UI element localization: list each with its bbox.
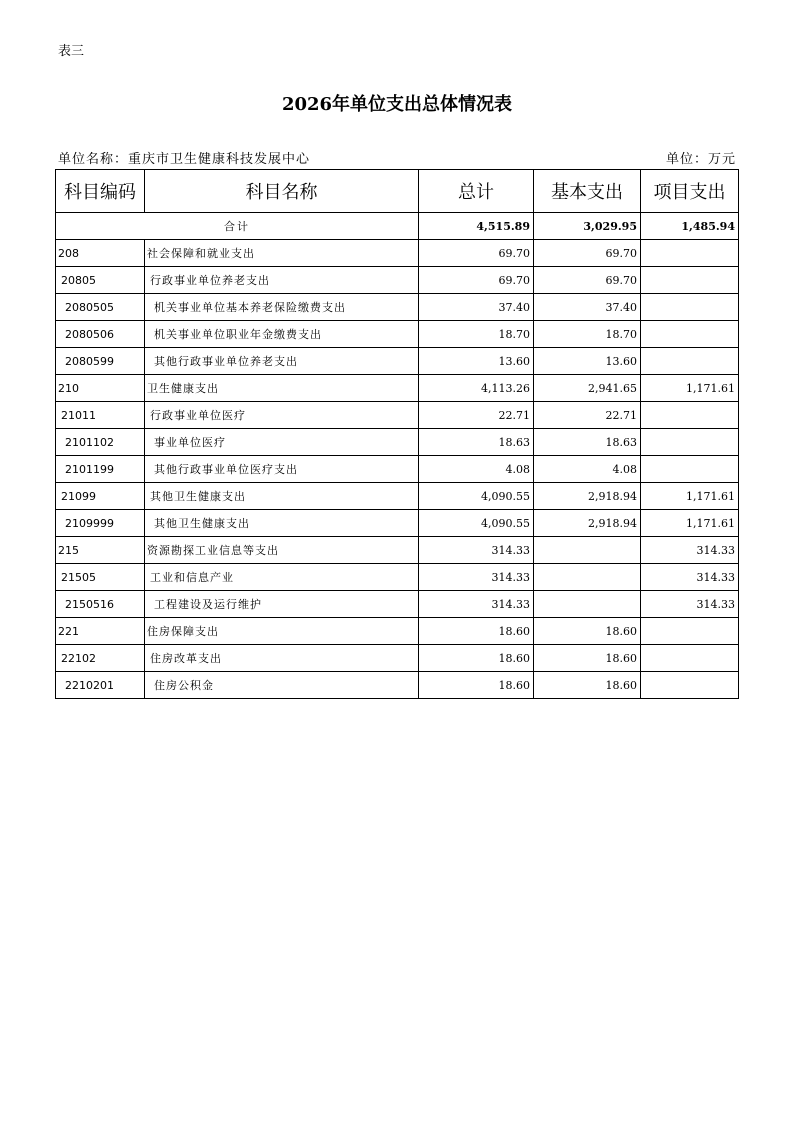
- header-project: 项目支出: [641, 170, 739, 213]
- row-total: 69.70: [419, 267, 534, 294]
- table-row: [56, 510, 739, 537]
- table-row: [56, 483, 739, 510]
- unit-name-label: 单位名称：重庆市卫生健康科技发展中心: [58, 152, 311, 167]
- row-name: 住房公积金: [145, 672, 419, 699]
- table-row: [56, 564, 739, 591]
- table-row: [56, 672, 739, 699]
- table-row: [56, 591, 739, 618]
- row-total: 37.40: [419, 294, 534, 321]
- row-code: 2080505: [56, 294, 145, 321]
- meta-row: [58, 148, 736, 167]
- total-project-amount: 1,485.94: [641, 213, 739, 240]
- row-project: 314.33: [641, 537, 739, 564]
- row-basic: 69.70: [534, 267, 641, 294]
- row-code: 21011: [56, 402, 145, 429]
- row-project: [641, 321, 739, 348]
- row-project: 314.33: [641, 591, 739, 618]
- row-total: 22.71: [419, 402, 534, 429]
- row-total: 18.70: [419, 321, 534, 348]
- row-total: 13.60: [419, 348, 534, 375]
- row-name: 其他行政事业单位医疗支出: [145, 456, 419, 483]
- table-row: [56, 429, 739, 456]
- row-name: 事业单位医疗: [145, 429, 419, 456]
- total-row: [56, 213, 739, 240]
- row-basic: [534, 537, 641, 564]
- row-project: [641, 267, 739, 294]
- header-code: 科目编码: [56, 170, 145, 213]
- row-basic: 13.60: [534, 348, 641, 375]
- row-project: [641, 645, 739, 672]
- table-row: [56, 645, 739, 672]
- row-project: [641, 672, 739, 699]
- row-basic: 2,918.94: [534, 483, 641, 510]
- row-total: 4,090.55: [419, 510, 534, 537]
- table-row: [56, 267, 739, 294]
- currency-unit-label: 单位：万元: [665, 152, 736, 167]
- row-name: 其他卫生健康支出: [145, 510, 419, 537]
- row-project: [641, 348, 739, 375]
- row-total: 314.33: [419, 537, 534, 564]
- row-total: 18.63: [419, 429, 534, 456]
- row-code: 20805: [56, 267, 145, 294]
- table-row: [56, 294, 739, 321]
- row-project: [641, 240, 739, 267]
- table-header-row: [56, 170, 739, 213]
- row-total: 69.70: [419, 240, 534, 267]
- row-name: 住房保障支出: [145, 618, 419, 645]
- page-title: 2026年单位支出总体情况表: [281, 94, 513, 115]
- row-basic: 37.40: [534, 294, 641, 321]
- row-basic: 2,918.94: [534, 510, 641, 537]
- total-basic-amount: 3,029.95: [534, 213, 641, 240]
- row-basic: 4.08: [534, 456, 641, 483]
- row-code: 2101199: [56, 456, 145, 483]
- row-code: 2080599: [56, 348, 145, 375]
- row-name: 行政事业单位医疗: [145, 402, 419, 429]
- table-row: [56, 456, 739, 483]
- row-code: 2150516: [56, 591, 145, 618]
- row-total: 18.60: [419, 618, 534, 645]
- total-label: 合计: [56, 213, 419, 240]
- row-code: 2109999: [56, 510, 145, 537]
- row-code: 21505: [56, 564, 145, 591]
- table-row: [56, 348, 739, 375]
- row-project: [641, 294, 739, 321]
- row-basic: 18.60: [534, 672, 641, 699]
- row-basic: 18.60: [534, 618, 641, 645]
- row-code: 21099: [56, 483, 145, 510]
- header-name: 科目名称: [145, 170, 419, 213]
- row-project: [641, 429, 739, 456]
- table-row: [56, 240, 739, 267]
- row-code: 2210201: [56, 672, 145, 699]
- row-code: 215: [56, 537, 145, 564]
- row-code: 208: [56, 240, 145, 267]
- row-basic: 2,941.65: [534, 375, 641, 402]
- row-basic: [534, 564, 641, 591]
- row-code: 22102: [56, 645, 145, 672]
- row-total: 314.33: [419, 591, 534, 618]
- table-row: [56, 402, 739, 429]
- row-total: 4.08: [419, 456, 534, 483]
- header-total: 总计: [419, 170, 534, 213]
- row-total: 4,113.26: [419, 375, 534, 402]
- row-project: [641, 402, 739, 429]
- row-code: 2101102: [56, 429, 145, 456]
- row-total: 18.60: [419, 645, 534, 672]
- row-name: 机关事业单位基本养老保险缴费支出: [145, 294, 419, 321]
- row-name: 住房改革支出: [145, 645, 419, 672]
- table-row: [56, 537, 739, 564]
- table-row: [56, 321, 739, 348]
- row-basic: 22.71: [534, 402, 641, 429]
- row-code: 221: [56, 618, 145, 645]
- row-total: 18.60: [419, 672, 534, 699]
- row-total: 314.33: [419, 564, 534, 591]
- row-project: [641, 456, 739, 483]
- row-basic: 18.60: [534, 645, 641, 672]
- row-name: 社会保障和就业支出: [145, 240, 419, 267]
- row-name: 其他卫生健康支出: [145, 483, 419, 510]
- row-project: 314.33: [641, 564, 739, 591]
- header-basic: 基本支出: [534, 170, 641, 213]
- row-name: 工程建设及运行维护: [145, 591, 419, 618]
- table-row: [56, 375, 739, 402]
- table-row: [56, 618, 739, 645]
- row-name: 资源勘探工业信息等支出: [145, 537, 419, 564]
- total-amount: 4,515.89: [419, 213, 534, 240]
- row-name: 工业和信息产业: [145, 564, 419, 591]
- row-project: 1,171.61: [641, 375, 739, 402]
- row-name: 行政事业单位养老支出: [145, 267, 419, 294]
- table-number-label: 表三: [58, 44, 85, 59]
- row-basic: 18.70: [534, 321, 641, 348]
- row-project: 1,171.61: [641, 483, 739, 510]
- row-project: 1,171.61: [641, 510, 739, 537]
- row-name: 卫生健康支出: [145, 375, 419, 402]
- expenditure-table: [55, 169, 739, 699]
- row-code: 2080506: [56, 321, 145, 348]
- row-basic: 69.70: [534, 240, 641, 267]
- row-name: 机关事业单位职业年金缴费支出: [145, 321, 419, 348]
- row-project: [641, 618, 739, 645]
- row-total: 4,090.55: [419, 483, 534, 510]
- row-name: 其他行政事业单位养老支出: [145, 348, 419, 375]
- row-basic: [534, 591, 641, 618]
- row-basic: 18.63: [534, 429, 641, 456]
- row-code: 210: [56, 375, 145, 402]
